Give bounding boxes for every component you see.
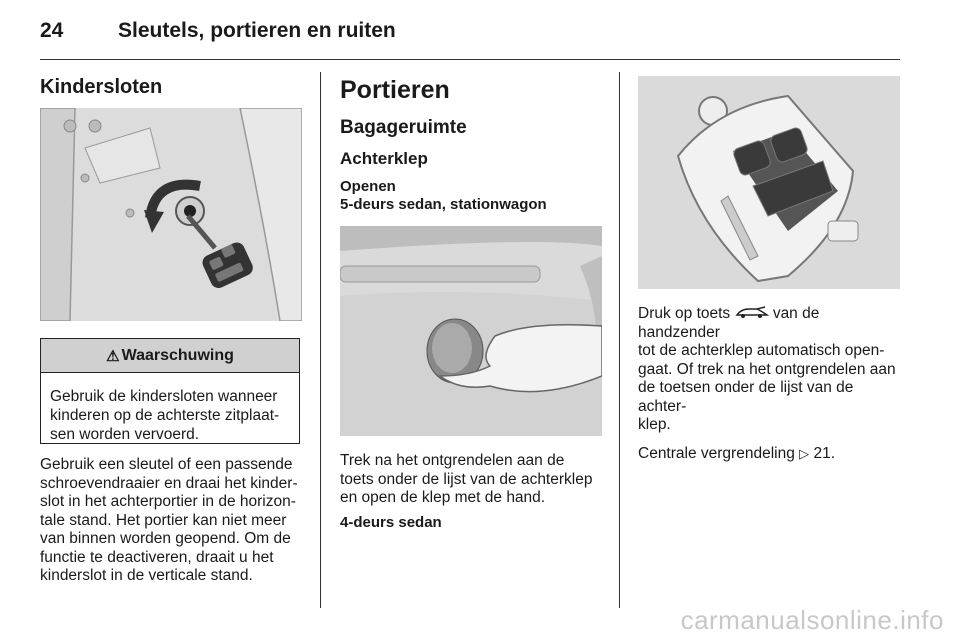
cross-reference [638,445,903,464]
body-line: gaat. Of trek na het ontgrendelen aan [638,360,896,378]
warning-line: sen worden vervoerd. [50,426,200,443]
body-line: en open de klep met de hand. [340,489,546,506]
body-line: kinderslot in de verticale stand. [40,567,253,584]
warning-box [40,338,300,444]
text-segment: van de handzender [638,305,820,341]
remote-key-illustration [638,76,900,289]
warning-line: Gebruik de kindersloten wanneer [50,388,278,405]
subheading-achterklep: Achterklep [340,149,428,168]
warning-header [41,339,299,373]
reference-page[interactable]: 21. [813,444,836,462]
section-heading-kindersloten: Kindersloten [40,76,163,98]
warning-title: Waarschuwing [121,346,234,364]
warning-triangle-icon: ⚠ [106,347,120,365]
body-line: slot in het achterportier in de horizon- [40,493,296,510]
column-divider-1 [320,72,321,608]
watermark: carmanualsonline.info [680,605,944,635]
label-4-deurs: 4-deurs sedan [340,514,442,531]
label-5-deurs: 5-deurs sedan, stationwagon [340,196,547,213]
body-line: tale stand. Het portier kan niet meer [40,511,287,529]
child-lock-illustration [40,108,302,321]
remote-instructions [638,305,903,463]
text-segment: Druk op toets [638,305,731,322]
header-rule [40,59,900,60]
page-reference-arrow-icon: ▷ [799,445,810,461]
body-line: Trek na het ontgrendelen aan de [340,452,565,469]
section-heading-portieren: Portieren [340,76,450,104]
page-number: 24 [40,19,64,42]
car-tailgate-icon [735,306,769,319]
body-line: van binnen worden geopend. Om de [40,530,291,547]
warning-body [41,373,299,444]
body-line: Gebruik een sleutel of een passende [40,456,293,473]
subheading-bagageruimte: Bagageruimte [340,117,467,138]
body-line: de toetsen onder de lijst van de achter- [638,379,854,415]
label-openen: Openen [340,178,396,195]
column-divider-2 [619,72,620,608]
tailgate-handle-illustration [340,226,602,436]
reference-text: Centrale vergrendeling [638,444,795,462]
body-line: tot de achterklep automatisch open- [638,342,885,359]
child-lock-instructions [40,456,312,586]
body-line: klep. [638,416,671,433]
body-line-with-icon [638,305,903,342]
chapter-title: Sleutels, portieren en ruiten [118,19,396,42]
warning-line: kinderen op de achterste zitplaat- [50,407,280,424]
body-line: functie te deactiveren, draait u het [40,548,274,566]
body-line: schroevendraaier en draai het kinder- [40,474,298,492]
body-line: toets onder de lijst van de achterklep [340,470,593,488]
tailgate-instructions [340,452,612,508]
